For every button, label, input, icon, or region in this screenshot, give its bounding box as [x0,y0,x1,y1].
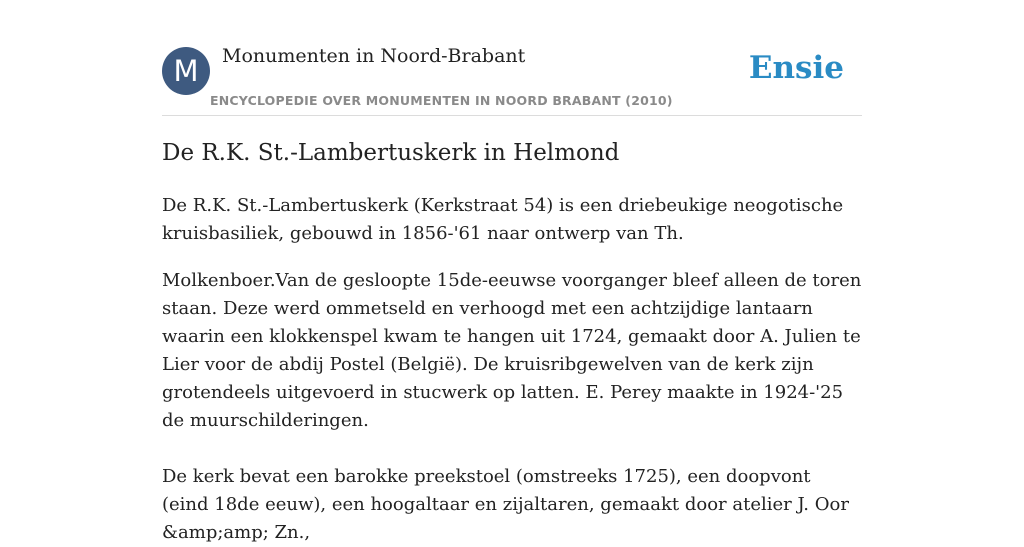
site-title[interactable]: Monumenten in Noord-Brabant [222,45,526,67]
avatar[interactable]: M [162,47,210,95]
content-container [162,0,862,543]
brand-logo[interactable]: Ensie [748,50,844,86]
article-paragraph-3: De kerk bevat een barokke preekstoel (omstreeks 1725), een doopvont (eind 18de eeuw), een hoogaltaar en zijaltaren, gemaakt door atelier J. Oor &amp;amp; Zn., [162,466,849,543]
site-subtitle: ENCYCLOPEDIE OVER MONUMENTEN IN NOORD BRABANT (2010) [210,93,673,108]
article-title: De R.K. St.-Lambertuskerk in Helmond [162,140,620,166]
site-header [162,0,862,116]
article-paragraph-1: De R.K. St.-Lambertuskerk (Kerkstraat 54) is een driebeukige neogotische kruisbasiliek, gebouwd in 1856-'61 naar ontwerp van Th. [162,195,844,244]
article-paragraph-2: Molkenboer.Van de gesloopte 15de-eeuwse voorganger bleef alleen de toren staan. Deze werd ommetseld en verhoogd met een achtzijdige lantaarn waarin een klokkenspel kwam te hangen uit 1724, gemaakt door A. Julien te Lier voor de abdij Postel (België). De kruisribgewelven van de kerk zijn grotendeels uitgevoerd in stucwerk op latten. E. Perey maakte in 1924-'25 de muurschilderingen. [162,270,862,431]
